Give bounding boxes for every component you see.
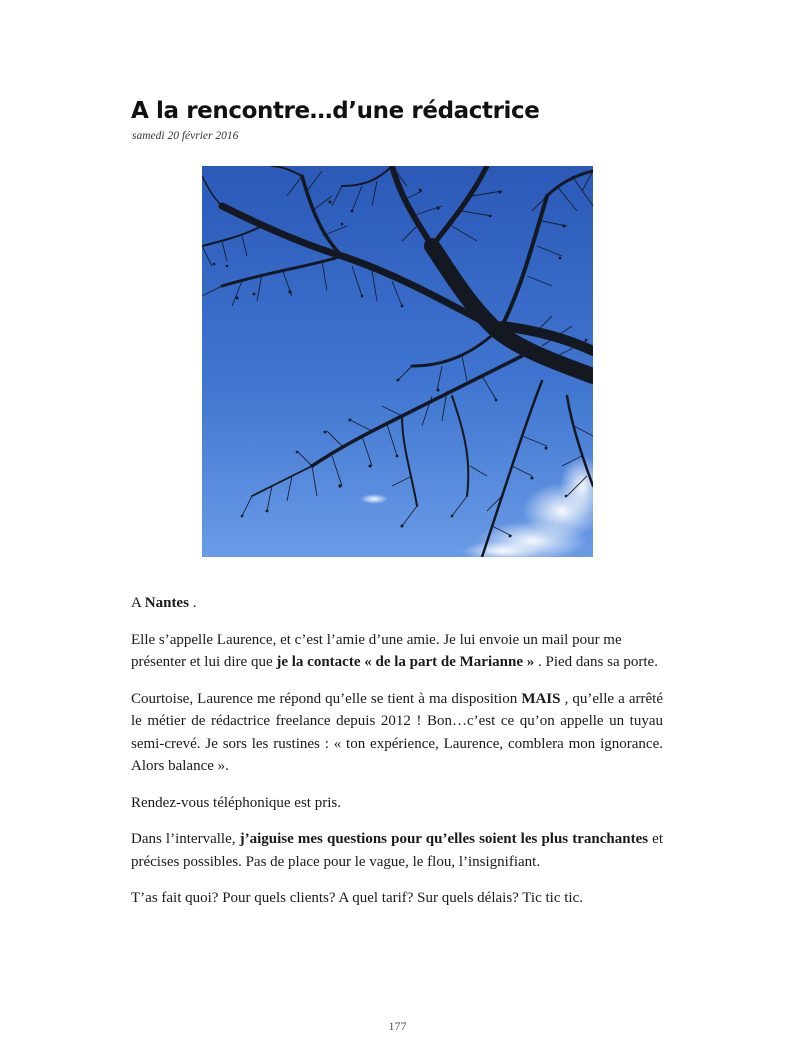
article-date: samedi 20 février 2016 [132, 130, 239, 142]
text-run: A [131, 595, 145, 611]
text-run: Elle s’appelle Laurence, et c’est l’amie d’une amie. Je lui envoie un mail pour me présenter et lui dire que [131, 631, 622, 670]
paragraph-reply [131, 688, 663, 778]
article-body [131, 592, 663, 924]
text-run: et précises possibles. Pas de place pour le vague, le flou, l’insignifiant. [131, 831, 664, 870]
text-run: . Pied dans sa porte. [534, 654, 658, 670]
page-number: 177 [388, 1019, 407, 1033]
paragraph-appointment: Rendez-vous téléphonique est pris. [131, 794, 341, 811]
bold-text: j’aiguise mes questions pour qu’elles soient les plus tranchantes [239, 831, 649, 847]
article-title: A la rencontre…d’une rédactrice [131, 98, 540, 124]
bold-text: je la contacte « de la part de Marianne » [276, 654, 535, 670]
text-run: . [188, 595, 197, 611]
text-run: Dans l’intervalle, [131, 831, 240, 847]
paragraph-location [131, 592, 663, 615]
text-run: , qu’elle a arrêté le métier de rédactrice freelance depuis 2012 ! Bon…c’est ce qu’on appelle un tuyau semi-crevé. Je sors les rustines : « ton expérience, Laurence, comblera mon ignorance. Alors balance ». [131, 690, 663, 774]
text-run: Courtoise, Laurence me répond qu’elle se tient à ma disposition [131, 690, 522, 707]
paragraph-intro [131, 629, 663, 674]
bold-text: MAIS [521, 690, 561, 707]
paragraph-question-list: T’as fait quoi? Pour quels clients? A quel tarif? Sur quels délais? Tic tic tic. [131, 890, 583, 906]
tree-photo [202, 166, 593, 557]
city-name: Nantes [144, 595, 189, 611]
paragraph-questions [131, 828, 663, 873]
